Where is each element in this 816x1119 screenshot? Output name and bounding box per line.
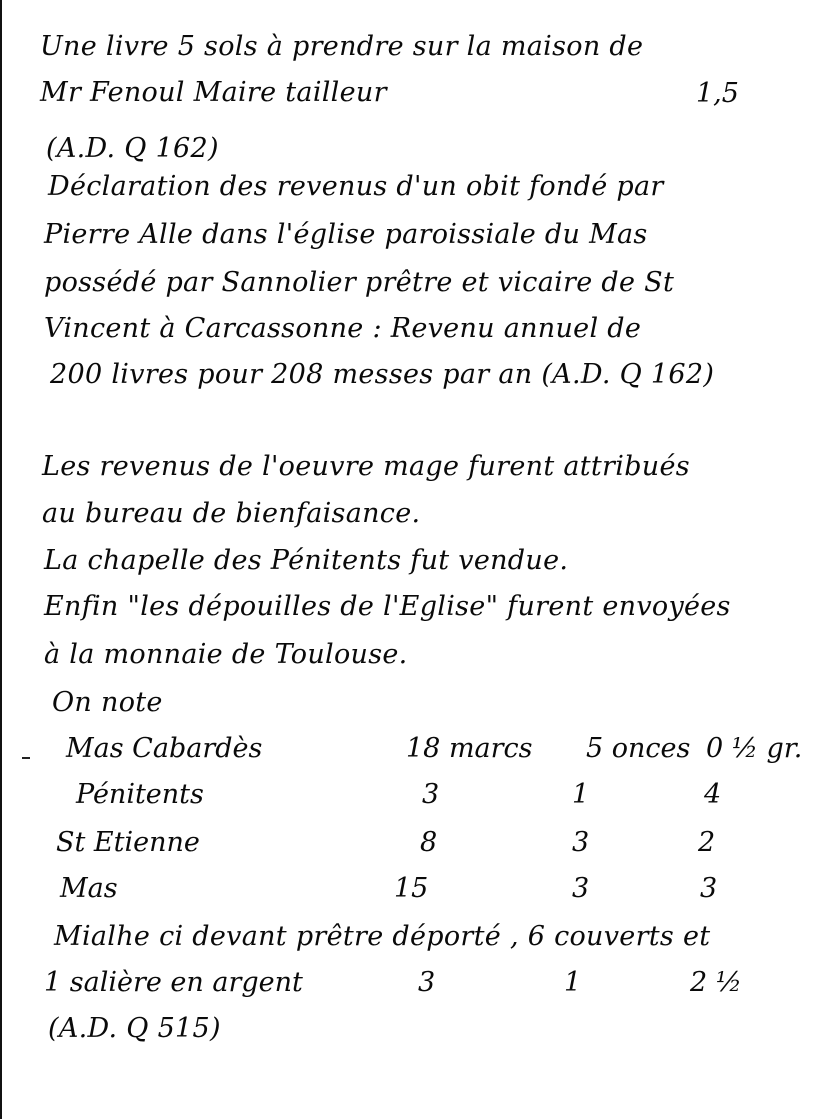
row-marcs: 3 (422, 779, 440, 810)
text-line: Les revenus de l'oeuvre mage furent attribués (42, 451, 690, 482)
left-margin-line (0, 0, 2, 1119)
text-line: à la monnaie de Toulouse. (44, 639, 408, 670)
row-marcs: 8 (420, 827, 438, 858)
text-line: 200 livres pour 208 messes par an (A.D. Q 162) (50, 359, 715, 390)
row-name: Pénitents (76, 779, 204, 810)
row-gros: 2 ½ (690, 967, 742, 998)
row-onces: 3 (572, 827, 590, 858)
row-onces: 5 onces (586, 733, 691, 764)
text-line: La chapelle des Pénitents fut vendue. (44, 545, 569, 576)
amount-value: 1,5 (696, 78, 739, 109)
row-name: 1 salière en argent (44, 967, 303, 998)
row-name: St Etienne (56, 827, 200, 858)
text-line: Mialhe ci devant prêtre déporté , 6 couverts et (54, 921, 711, 952)
text-line: au bureau de bienfaisance. (42, 498, 421, 529)
row-name: Mas (60, 873, 118, 904)
text-line: On note (52, 687, 163, 718)
row-gros: 0 ½ gr. (706, 733, 803, 764)
text-line: Déclaration des revenus d'un obit fondé par (48, 171, 664, 202)
table-row (60, 872, 816, 906)
text-line: Vincent à Carcassonne : Revenu annuel de (44, 313, 642, 344)
margin-tick-mark (22, 757, 30, 759)
row-onces: 1 (572, 779, 590, 810)
table-row (76, 778, 816, 812)
row-onces: 3 (572, 873, 590, 904)
text-line: possédé par Sannolier prêtre et vicaire de St (44, 267, 675, 298)
row-gros: 4 (704, 779, 722, 810)
row-marcs: 15 (394, 873, 429, 904)
row-gros: 2 (698, 827, 716, 858)
row-gros: 3 (700, 873, 718, 904)
text-line: Enfin "les dépouilles de l'Eglise" furent envoyées (44, 591, 731, 622)
text-line: Mr Fenoul Maire tailleur (40, 77, 387, 108)
row-onces: 1 (564, 967, 582, 998)
reference-line: (A.D. Q 515) (48, 1013, 221, 1044)
row-marcs: 18 marcs (406, 733, 533, 764)
row-name: Mas Cabardès (66, 733, 263, 764)
row-marcs: 3 (418, 967, 436, 998)
table-row (66, 732, 816, 766)
table-row (44, 966, 804, 1000)
table-row (56, 826, 816, 860)
reference-line: (A.D. Q 162) (46, 133, 219, 164)
text-line: Pierre Alle dans l'église paroissiale du Mas (44, 219, 648, 250)
text-line: Une livre 5 sols à prendre sur la maison de (40, 31, 644, 62)
